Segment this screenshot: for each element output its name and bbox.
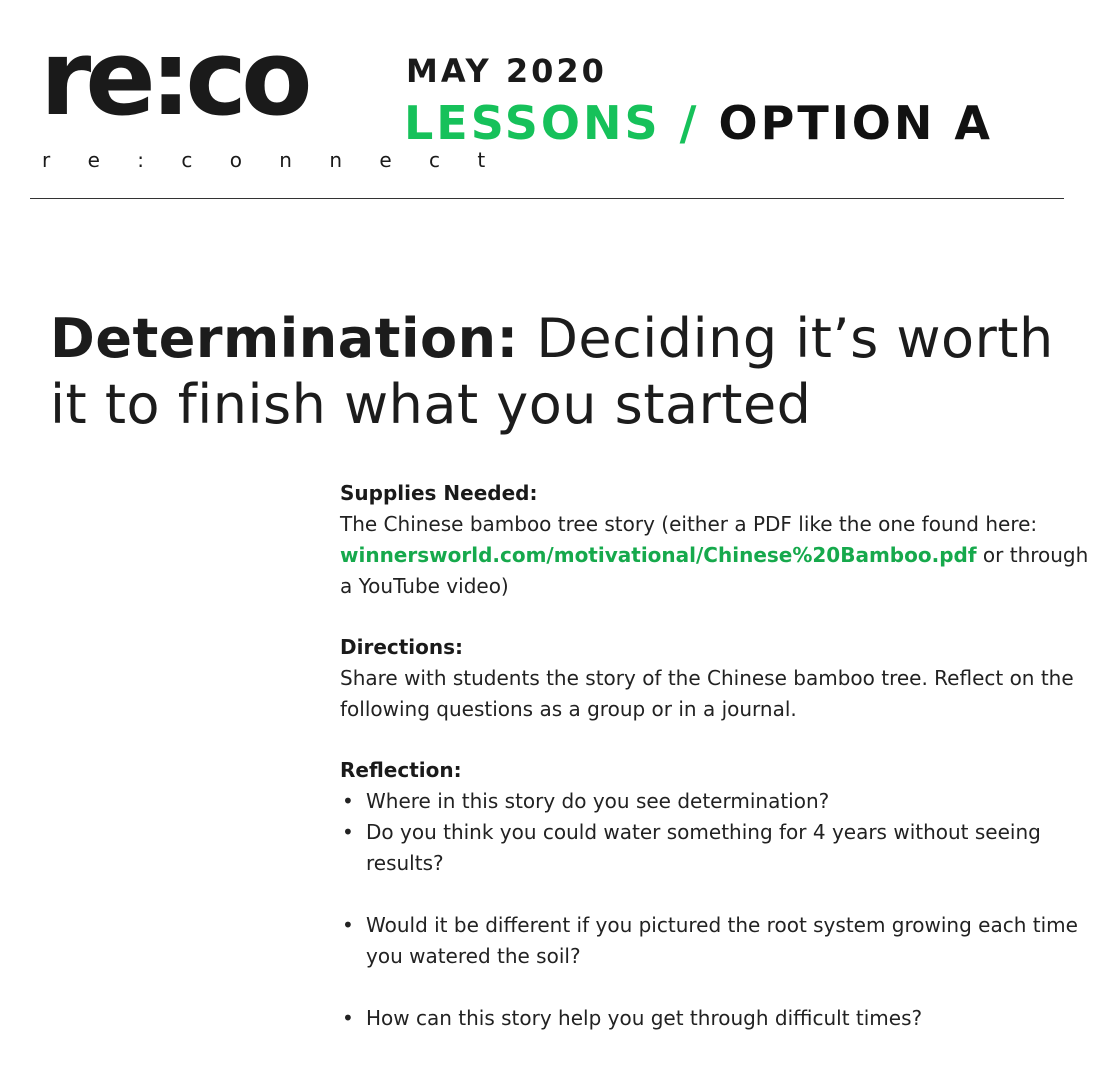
directions-text: Share with students the story of the Chinese bamboo tree. Reflect on the following questions as a group or in a journal. <box>340 666 1074 721</box>
bullet-icon: • <box>342 789 354 813</box>
lesson-content <box>340 478 1090 1034</box>
header-date: MAY 2020 <box>406 52 607 90</box>
header-option-label: OPTION A <box>718 96 994 150</box>
list-item <box>340 817 1090 879</box>
page-title-rest: Deciding it’s worth it to finish what you started <box>50 307 1054 436</box>
header-title <box>404 96 993 150</box>
question-text: Where in this story do you see determination? <box>366 789 830 813</box>
supplies-text-after: or through a YouTube video) <box>340 543 1089 598</box>
reflection-questions <box>340 786 1090 1034</box>
section-spacer <box>340 602 1090 632</box>
question-text: How can this story help you get through difficult times? <box>366 1006 923 1030</box>
bullet-icon: • <box>342 1006 354 1030</box>
logo-tagline: r e : c o n n e c t <box>42 148 501 172</box>
header-divider <box>30 198 1064 199</box>
logo-wordmark: re:co <box>40 17 307 139</box>
supplies-heading: Supplies Needed: <box>340 481 538 505</box>
supplies-text-before: The Chinese bamboo tree story (either a PDF like the one found here: <box>340 512 1038 536</box>
page-title <box>50 306 1090 438</box>
header-lessons-label: LESSONS / <box>404 96 700 150</box>
reflection-heading: Reflection: <box>340 758 462 782</box>
question-text: Would it be different if you pictured the root system growing each time you watered the soil? <box>366 913 1078 968</box>
list-item <box>340 910 1090 972</box>
question-text: Do you think you could water something for 4 years without seeing results? <box>366 820 1041 875</box>
directions-heading: Directions: <box>340 635 464 659</box>
page-title-bold: Determination: <box>50 307 519 370</box>
bullet-icon: • <box>342 820 354 844</box>
supplies-text <box>340 509 1090 602</box>
bamboo-pdf-link[interactable]: winnersworld.com/motivational/Chinese%20Bamboo.pdf <box>340 543 977 567</box>
section-spacer <box>340 725 1090 755</box>
list-item <box>340 786 1090 817</box>
bullet-icon: • <box>342 913 354 937</box>
list-item <box>340 1003 1090 1034</box>
reco-logo <box>40 17 501 172</box>
